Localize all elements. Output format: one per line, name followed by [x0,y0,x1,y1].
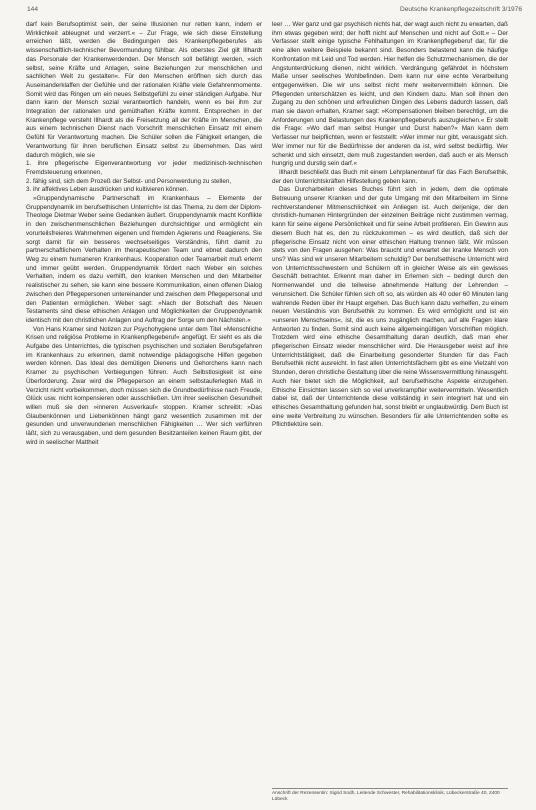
left-column [26,21,262,447]
right-column [272,21,508,430]
page-number: 144 [27,6,39,13]
list-item: 1. ihre pflegerische Eigenverantwortung vor jeder medizinisch-technischen Fremdsteuerung erkennen, [26,160,262,176]
running-title: Deutsche Krankenpflegezeitschrift 3/1976 [399,6,522,13]
paragraph: leer … Wer ganz und gar psychisch nichts hat, der wagt auch nicht zu erwarten, daß ihm etwas gegeben wird; der hofft nicht auf Menschen und nicht auf Gott.« – Der Verfasser stellt einige typische Fehlhaltungen im Krankenpflegeberuf dar, für die eine allen weitere Beispiele bekannt sind. Besonders belastend kann die häufige Konfrontation mit Leid und Tod werden. Hier helfen die Schutzmechanismen, die der Angstunterdrückung dienen, nicht wirklich. Verdrängung gefährdet in höchstem Maße unser seelisches Wohlbefinden. Dem kann nur eine echte Verarbeitung entgegenwirken. Die wir uns selbst nicht mehr weitervermitteln können. Die Pflegenden unterschätzen es leicht, und den Kindern dazu. Man soll ihnen den Zugang zu den schönen und erfreulichen Dingen des Lebens dadurch lassen, daß man sie davon erhalten, Kramer sagt: »Kompensationen bleiben berechtigt, um die Anforderungen und Belastungen des Krankenpflegeberufs auszugleichen.« Er stellt die Frage: »Wo darf man selbst Hunger und Durst haben?« Man kann dem Verfasser nur beipflichten, wenn er feststellt: »Wer immer nur gibt, verausgabt sich. Wer immer nur für die Bedürfnisse der anderen da ist, wird selbst bedürftig. Wer schenkt und sich einsetzt, dem muß zugestanden werden, daß auch er als Mensch hungrig und durstig sein darf.« [272,21,508,168]
page-header [0,3,536,17]
list-item: 3. ihr affektives Leben ausdrücken und kultivieren können. [26,186,189,194]
paragraph: »Gruppendynamische Partnerschaft im Krankenhaus – Elemente der Gruppendynamik im berufsethischen Unterricht« ist das Thema, zu dem der Diplom-Theologe Dietmar Weber seine Gedanken äußert. Gruppendynamik macht Konflikte in den zwischenmenschlichen Beziehungen durchsichtiger und ermöglicht ein vorurteilsfreieres Wahrnehmen eigenen und fremden Agierens und Reagierens. Sie sorgt damit für ein besseres wechselseitiges Verständnis, führt damit zu partnerschaftlichem Verhalten im therapeutischen Team und ebnet dadurch den Weg zu einem humaneren Krankenhaus. Kooperation oder Teamarbeit muß erlernt und immer geübt werden. Gruppendynamik fördert nach Weber ein solches Verhalten, indem es dazu verhilft, den kranken Menschen und den Mitarbeiter realistischer zu sehen, sie kann eine bessere Kommunikation, einen offenen Dialog zwischen den Pflegepersonen untereinander und zwischen dem Pflegepersonal und den Patienten ermöglichen. Weber sagt: »Nach der Botschaft des Neuen Testaments sind diese ethischen Anlagen und Möglichkeiten der Gruppendynamik identisch mit den christlichen Anlagen und Auftrag der Sorge um den Nächsten.« [26,195,262,324]
paragraph: Illhardt beschließt das Buch mit einem Lehrplanentwurf für das Fach Berufsethik, der den Unterrichtskräften Hilfestellung geben kann. [272,168,508,185]
footnote: Anschrift der Rezensentin: Sigrid Sodh, Leitende Schwester, Rehabilitationsklinik, Lübeckerstraße 40, 2400 Lübeck [272,788,508,803]
list-item: 2. fähig sind, sich dem Prozeß der Selbst- und Personwerdung zu stellen, [26,177,232,185]
paragraph: darf kein Berufsoptimist sein, der seine Illusionen nur retten kann, indem er Wirklichkeit ableugnet und verzerrt.« – Zur Frage, wie sich diese Einstellung erreichen läßt, werden die Bedingungen des Krankenpflegeberufes als wissenschaftlich-technischer Bevormundung fühlbar. Als oberstes Ziel gilt Illhardt das Personale der Krankenwerdenden. Der Mensch soll befähigt werden, »sich selbst, seine Kräfte und Anlagen, seine Beziehungen zur menschlichen und sachlichen Welt zu gestalten«. Für den Menschen eröffnen sich durch das Auseinanderklaffen der Gefühle und der rationalen Kräfte viele Gefahrenmomente. Somit wird das Ringen um ein neues Selbstgefühl zu einer ständigen Aufgabe. Nur dann kann der Mensch sozial verantwortlich handeln, wenn es bei ihm zur Integration der rationalen und gemüthaften Kräfte kommt. Entsprechen in der Krankenpflege versteht Illhardt als die Freisetzung all der Kräfte im Menschen, die aus einem technischen Dienst nach Vorschrift menschlichen Einsatz mit einem Gefühl für Verantwortung machen. Die Schüler sollen die Fähigkeit erlangen, die Verantwortung für ihren beruflichen Einsatz selbst zu übernehmen. Das wird dadurch möglich, wie sie [26,21,262,159]
paragraph: Das Durcharbeiten dieses Buches führt sich in jedem, dem die optimale Betreuung unserer Kranken und der gute Umgang mit den Mitarbeitern im Sinne rechtverstandener Mitmenschlichkeit ein Anliegen ist. Auch derjenige, der den christlich-humanen Hintergründen der einzelnen Beiträge nicht zustimmen vermag, kann für seine eigene Persönlichkeit und für seine Arbeit profitieren. Ein Gewinn aus diesem Buch hat es, den zu rückzukommen – es wird deutlich, daß sich der pflegerische Einsatz nicht von einer ethischen Haltung trennen läßt. Wir müssen stets von den Fragen ausgehen: Was braucht und erwartet der kranke Mensch von uns? Was sind wir unseren Mitarbeitern schuldig? Der berufsethische Unterricht wird von Unterrichtsschwestern und Schülern oft in gleicher Weise als ein gewisses Geschäft betrachtet. Erkennt man daher im Erlernen sich – bedingt durch den Normenwandel und die teilweise abnehmende Haltung der Lehrenden – verunsichert. Die Schüler fühlen sich oft so, als würden als 40 oder 60 Minuten lang wahrende Reden über ihr Haupt ergehen. Das Buch kann dazu verhelfen, zu einem neuen Verständnis von Berufsethik zu kommen. Es wird ermöglicht und ist ein »unseren Menschseins«, ist, die es uns zugänglich machen, auf alle Fragen klare Antworten zu finden. Somit sind auch keine allgemeingültigen Vorschriften möglich. Trotzdem wird eine ethische Gesamthaltung daran deutlich, daß man eher pflegerischen Einsatz wieder menschlicher wird. Die Herausgeber weist auf ihre Unterrichtstätigkeit, daß die Einarbeitung gesonderter Stunden für das Fach Berufsethik nicht ausreicht. In fast allen Unterrichtsfächern gibt es eine Vielzahl von Stunden, deren christliche Gestaltung über die reine Wissensvermittlung hinausgeht. Auch hier bietet sich die Möglichkeit, auf berufsethische Aspekte einzugehen. Ethische Einsichten lassen sich so viel unverkrampfter weitervermitteln. Wesentlich dabei ist, daß der Unterrichtende diese vollständig in sein integriert hat und ein ethisches Gesamthaltung gefunden hat, sonst bleibt er unglaubwürdig. Dem Buch ist eine weite Verbreitung zu wünschen. Besonders für alle Unterrichtenden sollte es Pflichtlektüre sein. [272,186,508,429]
paragraph: Von Hans Kramer sind Notizen zur Psychohygiene unter dem Titel »Menschliche Krisen und religiöse Probleme in Krankenpflegeberuf« angefügt. Er sieht es als die Aufgabe des Unterrichtes, die typischen psychischen und sozialen Berufsgefahren im Krankenhaus zu erkennen, damit notwendige pädagogische Hilfen gegeben werden können. Das Ideal des demütigen Dienens und Gehorchens kann nach Kramer zu psychischen Verbiegungen führen. Auch Selbstlosigkeit ist eine Überforderung. Zwar wird die Pflegeperson an einem selbstauferlegten Maß in Verzicht nicht vorbeikommen, doch müssen sich die Grundbedürfnisse nach Freude, Glück usw. nicht kompensieren oder ausschließen. Um ihrer seelischen Gesundheit willen muß sie den »inneren Ausverkauf« stoppen. Kramer schreibt: »Das Glaubenkönnen und Liebenkönnen hängt ganz wesentlich zusammen mit der gesunden und unverwundenen menschlichen Fähigkeiten … Wer sich verführen läßt, sich zu verausgaben, und dem gesunden Besitzanteilen keinen Raum gibt, der wird in seelischer Mattheit [26,325,262,446]
